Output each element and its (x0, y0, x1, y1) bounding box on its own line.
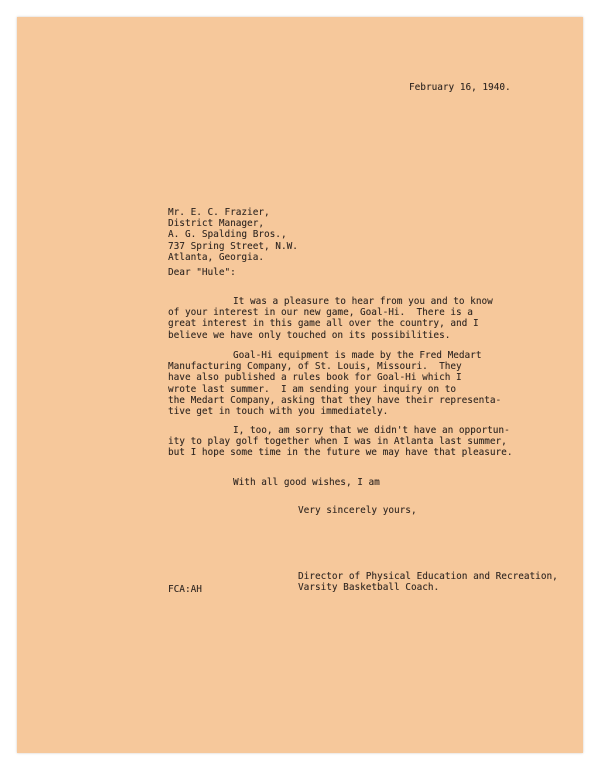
paragraph-line: Manufacturing Company, of St. Louis, Missouri. They (168, 361, 462, 373)
paragraph-line: It was a pleasure to hear from you and to know (233, 296, 493, 307)
paragraph-golf (168, 425, 512, 459)
letter-date: February 16, 1940. (409, 82, 511, 93)
paragraph-line: believe we have only touched on its possibilities. (168, 329, 451, 341)
recipient-line: District Manager, (168, 218, 265, 230)
valediction: Very sincerely yours, (298, 505, 417, 516)
paragraph-line: tive get in touch with you immediately. (168, 406, 389, 418)
paragraph-line: of your interest in our new game, Goal-Hi. There is a (168, 307, 473, 319)
recipient-line: Atlanta, Georgia. (168, 251, 265, 263)
recipient-line: 737 Spring Street, N.W. (168, 240, 298, 252)
typist-initials: FCA:AH (168, 584, 202, 595)
paragraph-line: great interest in this game all over the country, and I (168, 318, 479, 330)
signature-title (298, 571, 558, 593)
title-line: Varsity Basketball Coach. (298, 582, 440, 594)
paragraph-line: I, too, am sorry that we didn't have an opportun- (233, 425, 510, 436)
paragraph-interest (168, 296, 493, 341)
recipient-line: Mr. E. C. Frazier, (168, 207, 270, 218)
paragraph-line: Goal-Hi equipment is made by the Fred Medart (233, 350, 482, 361)
paragraph-line: ity to play golf together when I was in Atlanta last summer, (168, 436, 507, 448)
closing-wishes: With all good wishes, I am (233, 477, 380, 488)
title-line: Director of Physical Education and Recreation, (298, 571, 558, 582)
paragraph-line: but I hope some time in the future we may have that pleasure. (168, 447, 513, 459)
paragraph-line: the Medart Company, asking that they have their representa- (168, 394, 502, 406)
paragraph-equipment (168, 350, 501, 417)
paragraph-line: have also published a rules book for Goal-Hi which I (168, 372, 462, 384)
recipient-address (168, 207, 298, 263)
recipient-line: A. G. Spalding Bros., (168, 229, 287, 241)
salutation: Dear "Hule": (168, 267, 236, 278)
paragraph-line: wrote last summer. I am sending your inquiry on to (168, 383, 457, 395)
